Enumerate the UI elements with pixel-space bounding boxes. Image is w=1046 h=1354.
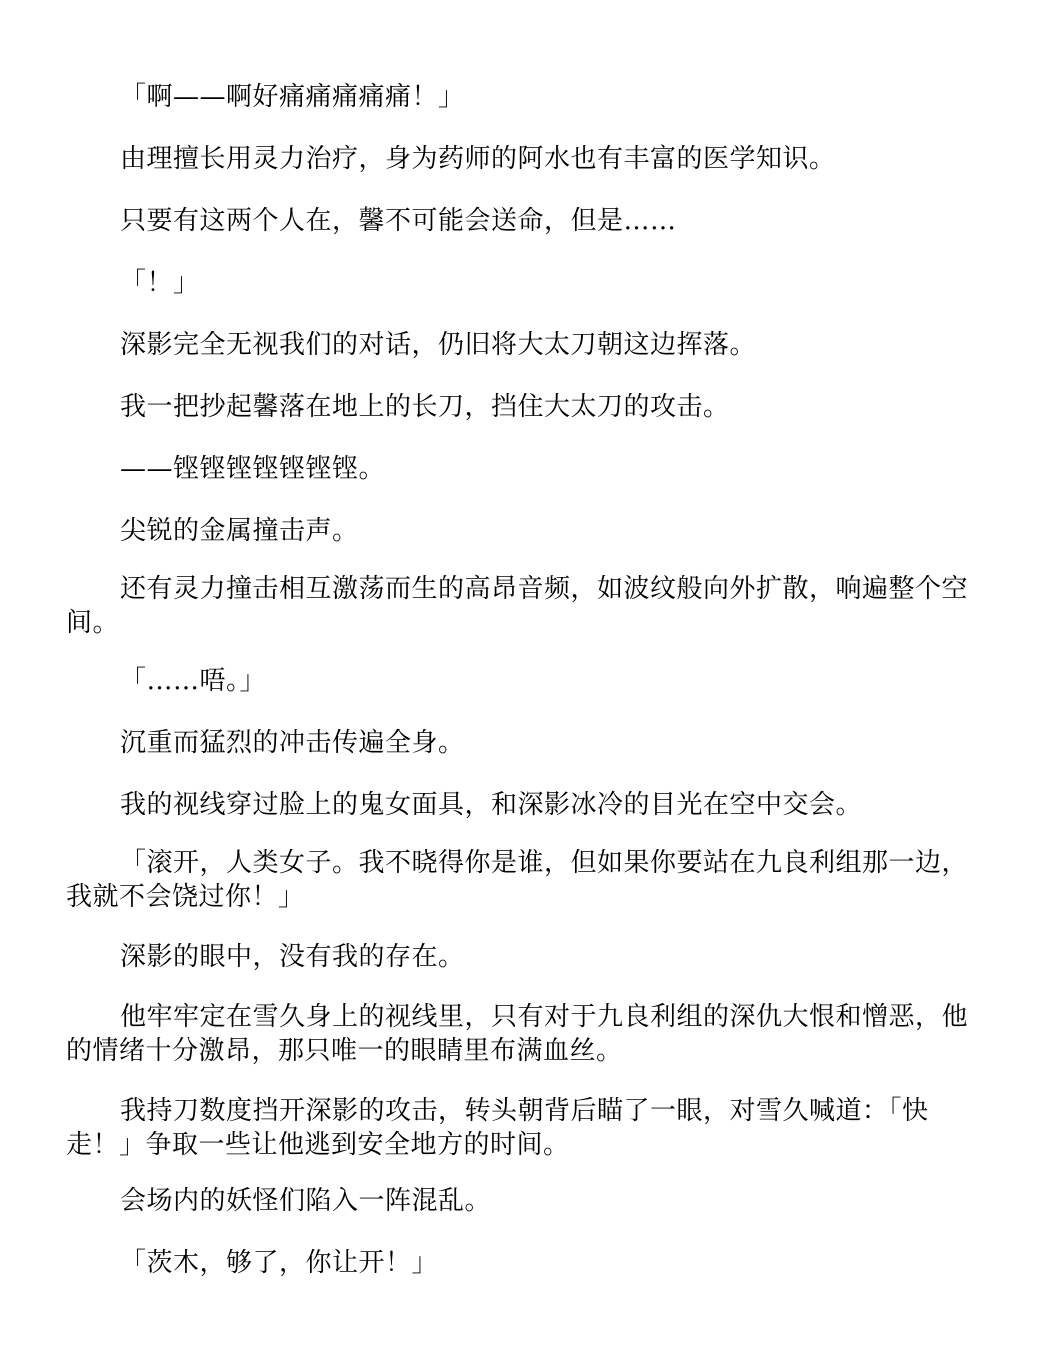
paragraph-7: ——铿铿铿铿铿铿铿。	[120, 454, 386, 484]
paragraph-4: 「！」	[120, 268, 200, 298]
paragraph-15: 他牢牢定在雪久身上的视线里，只有对于九良利组的深仇大恨和憎恶，他的情绪十分激昂，那只唯一的眼睛里布满血丝。	[66, 1002, 969, 1066]
paragraph-13: 「滚开，人类女子。我不晓得你是谁，但如果你要站在九良利组那一边，我就不会饶过你！」	[66, 848, 969, 912]
paragraph-12: 我的视线穿过脸上的鬼女面具，和深影冰冷的目光在空中交会。	[120, 790, 863, 820]
paragraph-18: 「茨木，够了，你让开！」	[120, 1248, 439, 1278]
paragraph-6: 我一把抄起馨落在地上的长刀，挡住大太刀的攻击。	[120, 392, 730, 422]
paragraph-17: 会场内的妖怪们陷入一阵混乱。	[120, 1186, 492, 1216]
paragraph-14: 深影的眼中，没有我的存在。	[120, 942, 465, 972]
paragraph-2: 由理擅长用灵力治疗，身为药师的阿水也有丰富的医学知识。	[120, 144, 836, 174]
paragraph-16: 我持刀数度挡开深影的攻击，转头朝背后瞄了一眼，对雪久喊道：「快走！」争取一些让他逃到安全地方的时间。	[66, 1096, 929, 1160]
paragraph-3: 只要有这两个人在，馨不可能会送命，但是……	[120, 206, 677, 236]
paragraph-1: 「啊——啊好痛痛痛痛痛！」	[120, 82, 465, 112]
paragraph-8: 尖锐的金属撞击声。	[120, 516, 359, 546]
paragraph-5: 深影完全无视我们的对话，仍旧将大太刀朝这边挥落。	[120, 330, 757, 360]
paragraph-10: 「……唔。」	[120, 666, 267, 696]
paragraph-11: 沉重而猛烈的冲击传遍全身。	[120, 728, 465, 758]
paragraph-9: 还有灵力撞击相互激荡而生的高昂音频，如波纹般向外扩散，响遍整个空间。	[66, 574, 969, 638]
